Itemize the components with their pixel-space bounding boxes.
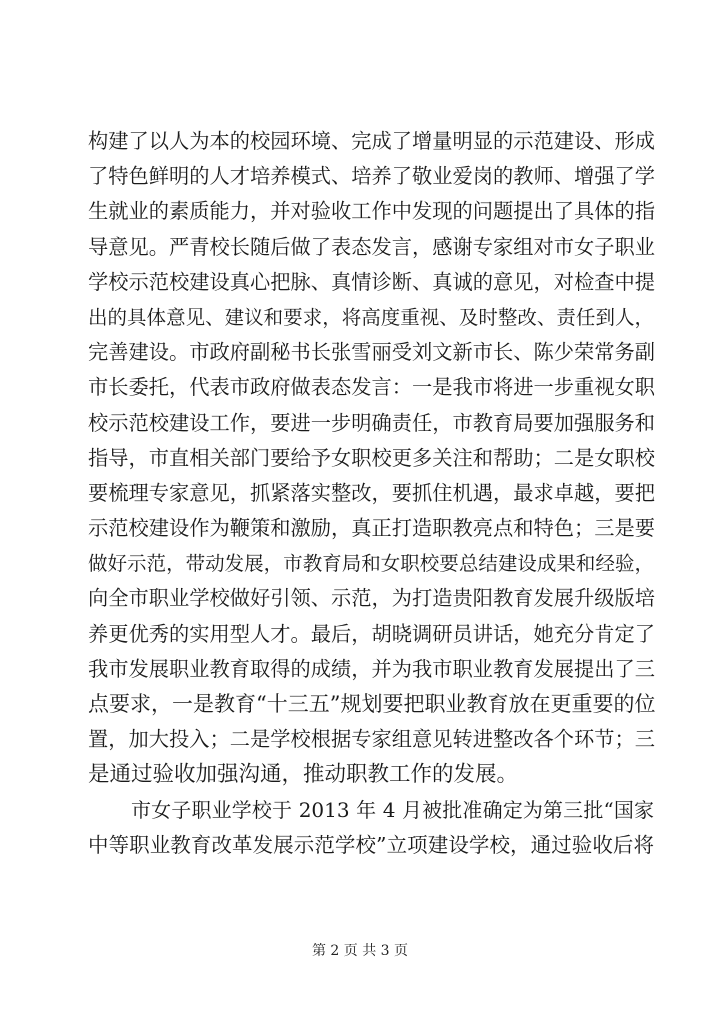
text-line: 置，加大投入；二是学校根据专家组意见转进整改各个环节；三 xyxy=(88,727,656,752)
text-line: 要梳理专家意见，抓紧落实整改，要抓住机遇，最求卓越，要把 xyxy=(88,480,656,505)
text-line: 中等职业教育改革发展示范学校”立项建设学校，通过验收后将 xyxy=(88,832,654,857)
text-line: 学校示范校建设真心把脉、真情诊断、真诚的意见，对检查中提 xyxy=(88,269,656,294)
text-line: 市女子职业学校于 2013 年 4 月被批准确定为第三批“国家 xyxy=(131,797,654,822)
text-line: 是通过验收加强沟通，推动职教工作的发展。 xyxy=(88,762,519,788)
text-line: 校示范校建设工作，要进一步明确责任，市教育局要加强服务和 xyxy=(88,410,656,435)
text-line: 导意见。严青校长随后做了表态发言，感谢专家组对市女子职业 xyxy=(88,234,656,259)
text-line: 示范校建设作为鞭策和激励，真正打造职教亮点和特色；三是要 xyxy=(88,516,656,541)
body-text xyxy=(88,124,654,863)
text-line: 点要求，一是教育“十三五”规划要把职业教育放在更重要的位 xyxy=(88,692,656,716)
text-line: 向全市职业学校做好引领、示范，为打造贵阳教育发展升级版培 xyxy=(88,586,656,611)
text-line: 做好示范，带动发展，市教育局和女职校要总结建设成果和经验， xyxy=(88,552,654,576)
page-footer: 第 2 页 共 3 页 xyxy=(311,943,409,959)
text-line: 市长委托，代表市政府做表态发言：一是我市将进一步重视女职 xyxy=(88,375,656,400)
text-line: 完善建设。市政府副秘书长张雪丽受刘文新市长、陈少荣常务副 xyxy=(88,340,656,365)
text-line: 养更优秀的实用型人才。最后，胡晓调研员讲话，她充分肯定了 xyxy=(88,621,656,646)
text-line: 生就业的素质能力，并对验收工作中发现的问题提出了具体的指 xyxy=(88,199,656,224)
text-line: 了特色鲜明的人才培养模式、培养了敬业爱岗的教师、增强了学 xyxy=(88,164,656,189)
text-line: 出的具体意见、建议和要求，将高度重视、及时整改、责任到人， xyxy=(88,305,654,329)
text-line: 指导，市直相关部门要给予女职校更多关注和帮助；二是女职校 xyxy=(88,445,656,470)
text-line: 构建了以人为本的校园环境、完成了增量明显的示范建设、形成 xyxy=(88,129,656,153)
text-line: 我市发展职业教育取得的成绩，并为我市职业教育发展提出了三 xyxy=(88,656,656,681)
